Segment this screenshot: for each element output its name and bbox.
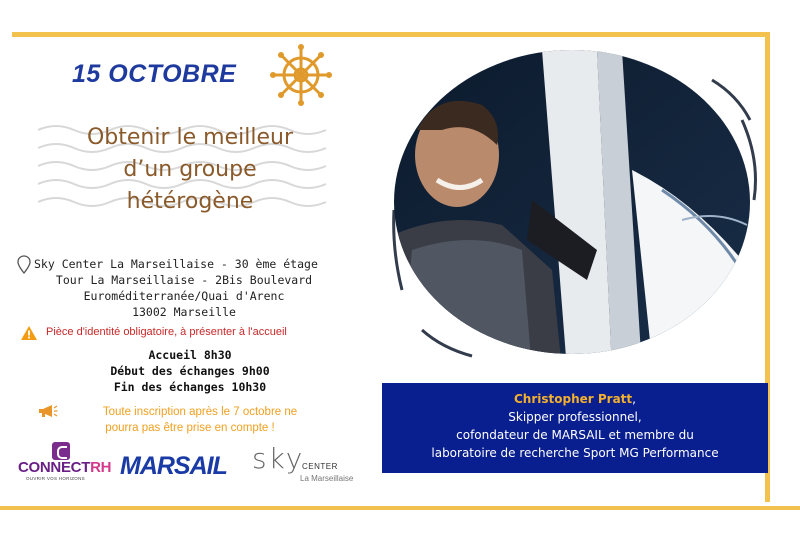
event-date: 15 OCTOBRE bbox=[72, 60, 237, 88]
title-line: hétérogène bbox=[126, 189, 254, 214]
address-line: Tour La Marseillaise - 2Bis Boulevard bbox=[55, 273, 313, 287]
title-line: Obtenir le meilleur bbox=[86, 125, 293, 150]
registration-deadline-note bbox=[40, 404, 340, 436]
event-title bbox=[40, 122, 340, 218]
connectrh-wordmark: CONNECTRH bbox=[18, 459, 112, 476]
note-line: pourra pas être prise en compte ! bbox=[105, 422, 275, 434]
venue-address bbox=[34, 256, 334, 320]
sky-sublabel: La Marseillaise bbox=[300, 474, 354, 483]
speaker-name-comma: , bbox=[632, 392, 636, 406]
frame-bottom-border bbox=[0, 506, 800, 510]
speaker-line: cofondateur de MARSAIL et membre du bbox=[456, 428, 694, 442]
connectrh-mark-icon bbox=[52, 442, 70, 460]
address-line: Euroméditerranée/Quai d'Arenc bbox=[83, 289, 285, 303]
speaker-info bbox=[382, 390, 768, 462]
warning-icon bbox=[20, 325, 38, 341]
schedule-line: Fin des échanges 10h30 bbox=[113, 380, 267, 394]
speaker-line: Skipper professionnel, bbox=[508, 410, 642, 424]
note-line: Toute inscription après le 7 octobre ne bbox=[102, 406, 298, 418]
location-pin-icon bbox=[17, 255, 31, 274]
event-schedule bbox=[80, 347, 300, 395]
speaker-line: laboratoire de recherche Sport MG Performance bbox=[431, 446, 719, 460]
address-line: 13002 Marseille bbox=[132, 305, 236, 319]
sky-wordmark: sky bbox=[252, 442, 305, 475]
marsail-logo: MARSAIL bbox=[120, 452, 227, 480]
ship-wheel-icon bbox=[270, 44, 332, 106]
id-requirement-warning: Pièce d'identité obligatoire, à présenter à l'accueil bbox=[46, 326, 287, 338]
speaker-photo bbox=[382, 50, 772, 370]
title-line: d’un groupe bbox=[123, 157, 257, 182]
sky-center-logo bbox=[252, 442, 367, 487]
address-line: Sky Center La Marseillaise - 30 ème étage bbox=[34, 257, 318, 271]
schedule-line: Accueil 8h30 bbox=[148, 348, 232, 362]
connectrh-tagline: OUVRIR VOS HORIZONS bbox=[26, 476, 85, 481]
frame-top-border bbox=[12, 32, 770, 37]
schedule-line: Début des échanges 9h00 bbox=[110, 364, 270, 378]
connectrh-logo bbox=[18, 442, 112, 481]
speaker-name: Christopher Pratt bbox=[514, 392, 633, 406]
sky-center-label: CENTER bbox=[302, 462, 338, 471]
